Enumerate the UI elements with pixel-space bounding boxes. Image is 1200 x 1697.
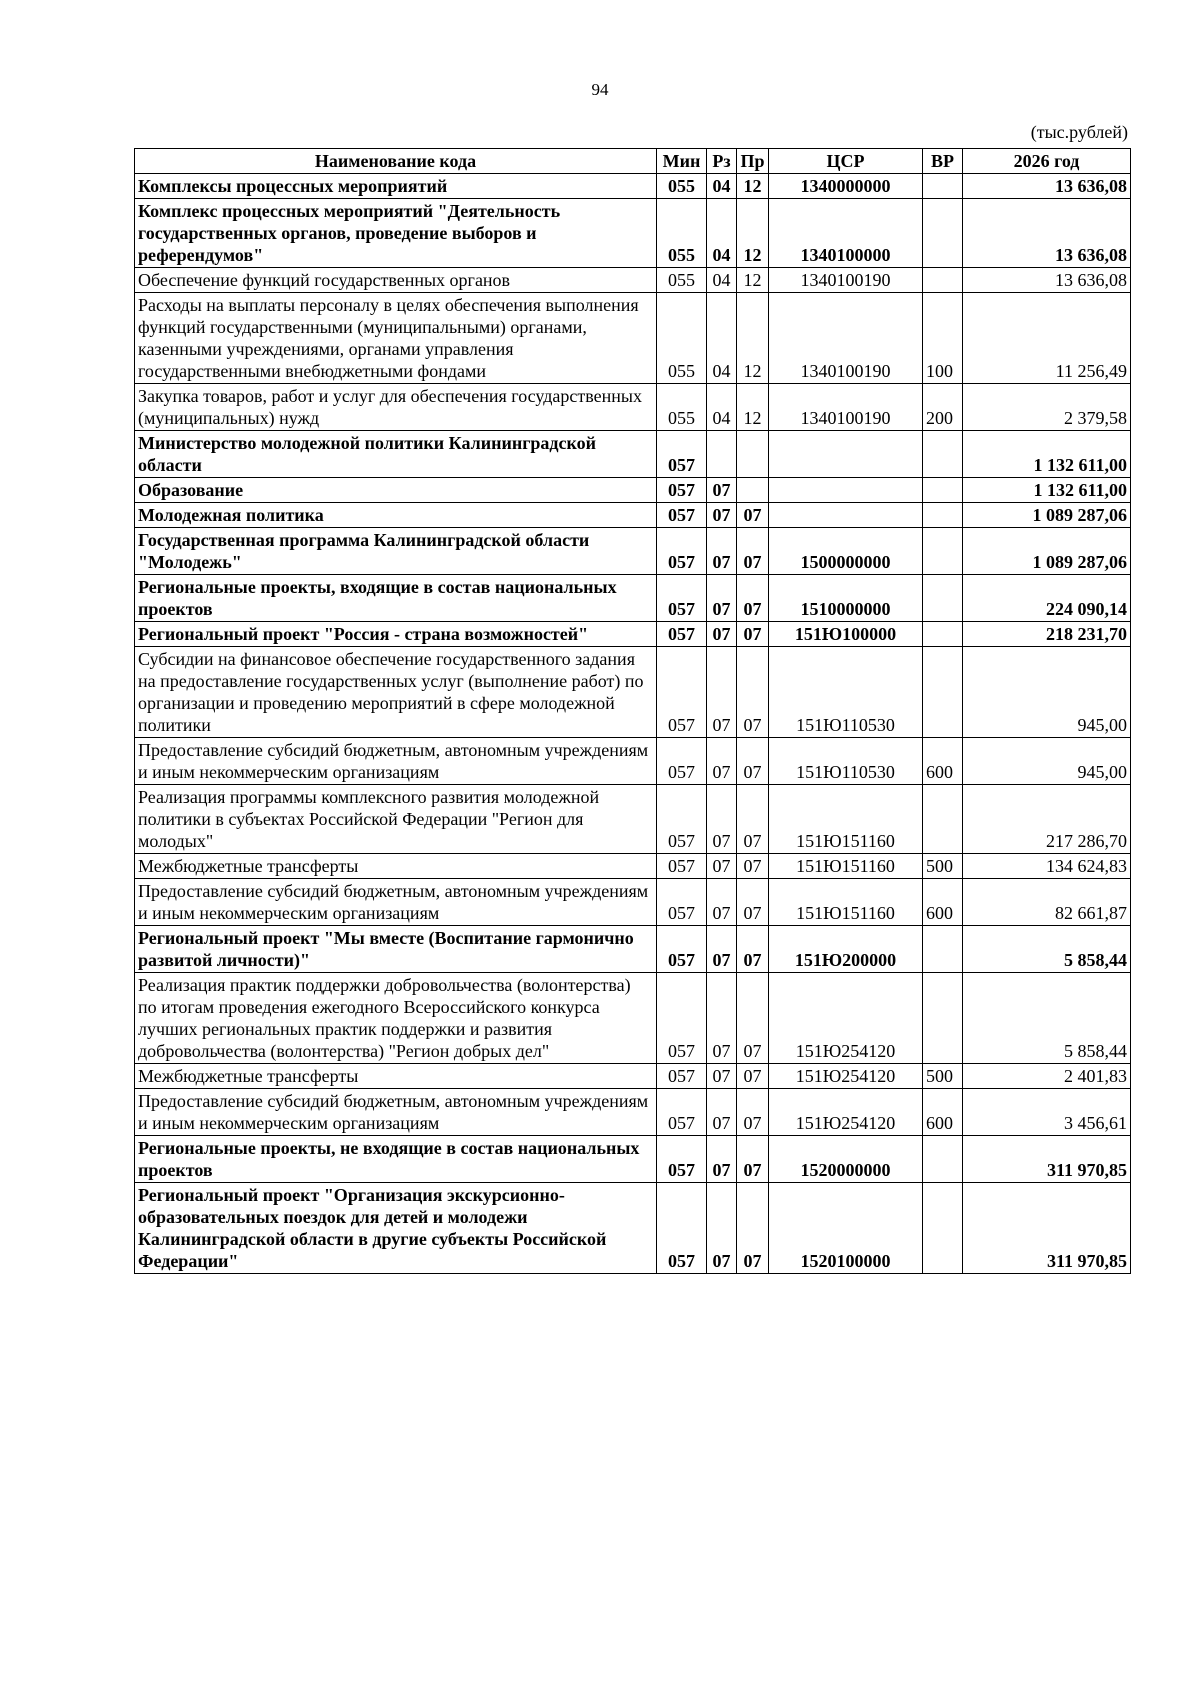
cell-name: Государственная программа Калининградской области "Молодежь" xyxy=(135,528,657,575)
table-row xyxy=(135,647,1131,738)
cell-vr xyxy=(923,973,963,1064)
cell-min: 057 xyxy=(657,431,707,478)
cell-vr: 500 xyxy=(923,1064,963,1089)
cell-name: Закупка товаров, работ и услуг для обеспечения государственных (муниципальных) нужд xyxy=(135,384,657,431)
table-row xyxy=(135,622,1131,647)
cell-vr xyxy=(923,647,963,738)
cell-pr: 07 xyxy=(737,647,769,738)
cell-rz: 07 xyxy=(707,647,737,738)
cell-rz: 07 xyxy=(707,1064,737,1089)
cell-rz: 07 xyxy=(707,1183,737,1274)
cell-csr xyxy=(769,503,923,528)
cell-vr xyxy=(923,478,963,503)
cell-amount: 3 456,61 xyxy=(963,1089,1131,1136)
cell-name: Комплексы процессных мероприятий xyxy=(135,174,657,199)
cell-min: 057 xyxy=(657,854,707,879)
cell-vr: 100 xyxy=(923,293,963,384)
cell-vr: 600 xyxy=(923,1089,963,1136)
cell-min: 057 xyxy=(657,738,707,785)
cell-name: Обеспечение функций государственных органов xyxy=(135,268,657,293)
table-row xyxy=(135,926,1131,973)
header-pr: Пр xyxy=(737,149,769,174)
cell-vr xyxy=(923,174,963,199)
cell-rz: 07 xyxy=(707,1136,737,1183)
cell-name: Реализация программы комплексного развития молодежной политики в субъектах Российской Федерации "Регион для молодых" xyxy=(135,785,657,854)
cell-vr xyxy=(923,575,963,622)
cell-name: Образование xyxy=(135,478,657,503)
cell-rz: 07 xyxy=(707,973,737,1064)
table-header-row xyxy=(135,149,1131,174)
cell-pr: 07 xyxy=(737,503,769,528)
cell-vr xyxy=(923,926,963,973)
cell-csr: 1520000000 xyxy=(769,1136,923,1183)
cell-amount: 1 132 611,00 xyxy=(963,478,1131,503)
cell-min: 057 xyxy=(657,1136,707,1183)
cell-csr: 151Ю151160 xyxy=(769,785,923,854)
cell-name: Региональные проекты, входящие в состав национальных проектов xyxy=(135,575,657,622)
cell-rz: 07 xyxy=(707,528,737,575)
cell-pr: 07 xyxy=(737,1089,769,1136)
cell-amount: 5 858,44 xyxy=(963,973,1131,1064)
cell-rz: 04 xyxy=(707,199,737,268)
cell-vr xyxy=(923,503,963,528)
cell-pr: 12 xyxy=(737,268,769,293)
cell-rz: 04 xyxy=(707,174,737,199)
cell-rz: 07 xyxy=(707,622,737,647)
cell-vr: 500 xyxy=(923,854,963,879)
cell-amount: 82 661,87 xyxy=(963,879,1131,926)
cell-amount: 224 090,14 xyxy=(963,575,1131,622)
cell-min: 057 xyxy=(657,879,707,926)
cell-csr: 151Ю151160 xyxy=(769,879,923,926)
table-row xyxy=(135,575,1131,622)
table-row xyxy=(135,174,1131,199)
cell-amount: 13 636,08 xyxy=(963,174,1131,199)
cell-amount: 13 636,08 xyxy=(963,199,1131,268)
cell-csr: 151Ю254120 xyxy=(769,973,923,1064)
cell-amount: 217 286,70 xyxy=(963,785,1131,854)
header-csr: ЦСР xyxy=(769,149,923,174)
cell-name: Межбюджетные трансферты xyxy=(135,854,657,879)
cell-min: 057 xyxy=(657,622,707,647)
units-label: (тыс.рублей) xyxy=(1030,122,1128,142)
table-row xyxy=(135,384,1131,431)
cell-rz: 04 xyxy=(707,384,737,431)
cell-pr: 07 xyxy=(737,1183,769,1274)
cell-min: 057 xyxy=(657,926,707,973)
cell-rz: 07 xyxy=(707,879,737,926)
cell-amount: 1 089 287,06 xyxy=(963,503,1131,528)
cell-pr: 07 xyxy=(737,854,769,879)
cell-min: 057 xyxy=(657,575,707,622)
table-row xyxy=(135,879,1131,926)
cell-min: 055 xyxy=(657,174,707,199)
header-year: 2026 год xyxy=(963,149,1131,174)
cell-pr: 07 xyxy=(737,785,769,854)
header-rz: Рз xyxy=(707,149,737,174)
table-row xyxy=(135,1089,1131,1136)
cell-min: 057 xyxy=(657,973,707,1064)
table-row xyxy=(135,268,1131,293)
cell-amount: 945,00 xyxy=(963,647,1131,738)
cell-csr: 151Ю110530 xyxy=(769,738,923,785)
cell-amount: 134 624,83 xyxy=(963,854,1131,879)
cell-pr: 07 xyxy=(737,528,769,575)
cell-csr: 151Ю254120 xyxy=(769,1089,923,1136)
cell-amount: 945,00 xyxy=(963,738,1131,785)
cell-csr: 151Ю110530 xyxy=(769,647,923,738)
cell-name: Региональные проекты, не входящие в состав национальных проектов xyxy=(135,1136,657,1183)
cell-rz: 07 xyxy=(707,854,737,879)
cell-vr xyxy=(923,199,963,268)
cell-min: 057 xyxy=(657,528,707,575)
cell-rz: 07 xyxy=(707,785,737,854)
cell-vr xyxy=(923,785,963,854)
cell-rz: 07 xyxy=(707,738,737,785)
cell-rz: 07 xyxy=(707,575,737,622)
cell-min: 055 xyxy=(657,199,707,268)
cell-pr: 12 xyxy=(737,174,769,199)
cell-vr xyxy=(923,622,963,647)
table-row xyxy=(135,854,1131,879)
cell-amount: 2 401,83 xyxy=(963,1064,1131,1089)
cell-amount: 13 636,08 xyxy=(963,268,1131,293)
cell-pr: 07 xyxy=(737,926,769,973)
cell-vr: 200 xyxy=(923,384,963,431)
cell-csr: 1340100190 xyxy=(769,268,923,293)
cell-rz: 07 xyxy=(707,503,737,528)
cell-pr xyxy=(737,431,769,478)
table-row xyxy=(135,973,1131,1064)
cell-name: Расходы на выплаты персоналу в целях обеспечения выполнения функций государственными (муниципальными) органами, казенными учреждениями, органами управления государственными внебюджетными фондами xyxy=(135,293,657,384)
cell-name: Субсидии на финансовое обеспечение государственного задания на предоставление государственных услуг (выполнение работ) по организации и проведению мероприятий в сфере молодежной политики xyxy=(135,647,657,738)
cell-amount: 1 089 287,06 xyxy=(963,528,1131,575)
cell-vr xyxy=(923,431,963,478)
cell-vr: 600 xyxy=(923,879,963,926)
cell-name: Министерство молодежной политики Калининградской области xyxy=(135,431,657,478)
cell-amount: 218 231,70 xyxy=(963,622,1131,647)
cell-csr: 1520100000 xyxy=(769,1183,923,1274)
cell-name: Региональный проект "Мы вместе (Воспитание гармонично развитой личности)" xyxy=(135,926,657,973)
cell-min: 057 xyxy=(657,1183,707,1274)
table-row xyxy=(135,293,1131,384)
cell-csr xyxy=(769,478,923,503)
cell-vr: 600 xyxy=(923,738,963,785)
page-number: 94 xyxy=(591,80,609,99)
cell-amount: 311 970,85 xyxy=(963,1183,1131,1274)
cell-pr: 07 xyxy=(737,1064,769,1089)
cell-pr: 12 xyxy=(737,199,769,268)
table-row xyxy=(135,478,1131,503)
cell-amount: 311 970,85 xyxy=(963,1136,1131,1183)
cell-name: Реализация практик поддержки добровольчества (волонтерства) по итогам проведения ежегодного Всероссийского конкурса лучших региональных практик поддержки и развития добровольчества (волонтерства) "Регион добрых дел" xyxy=(135,973,657,1064)
cell-csr: 1340100190 xyxy=(769,293,923,384)
cell-name: Межбюджетные трансферты xyxy=(135,1064,657,1089)
cell-amount: 11 256,49 xyxy=(963,293,1131,384)
cell-csr: 1500000000 xyxy=(769,528,923,575)
cell-min: 057 xyxy=(657,785,707,854)
cell-rz: 04 xyxy=(707,293,737,384)
table-body xyxy=(135,174,1131,1274)
cell-name: Молодежная политика xyxy=(135,503,657,528)
cell-csr: 151Ю151160 xyxy=(769,854,923,879)
cell-vr xyxy=(923,1136,963,1183)
cell-csr: 1340100190 xyxy=(769,384,923,431)
cell-vr xyxy=(923,1183,963,1274)
cell-amount: 1 132 611,00 xyxy=(963,431,1131,478)
cell-csr: 151Ю100000 xyxy=(769,622,923,647)
table-row xyxy=(135,1064,1131,1089)
table-row xyxy=(135,431,1131,478)
header-name: Наименование кода xyxy=(135,149,657,174)
table-row xyxy=(135,785,1131,854)
cell-csr: 1340000000 xyxy=(769,174,923,199)
cell-pr: 07 xyxy=(737,575,769,622)
cell-pr: 07 xyxy=(737,879,769,926)
cell-pr: 07 xyxy=(737,622,769,647)
table-row xyxy=(135,503,1131,528)
cell-rz xyxy=(707,431,737,478)
cell-csr: 1340100000 xyxy=(769,199,923,268)
cell-vr xyxy=(923,528,963,575)
table-row xyxy=(135,1183,1131,1274)
cell-name: Комплекс процессных мероприятий "Деятельность государственных органов, проведение выборов и референдумов" xyxy=(135,199,657,268)
cell-name: Предоставление субсидий бюджетным, автономным учреждениям и иным некоммерческим организациям xyxy=(135,1089,657,1136)
table-row xyxy=(135,199,1131,268)
table-row xyxy=(135,1136,1131,1183)
cell-min: 055 xyxy=(657,384,707,431)
cell-pr: 12 xyxy=(737,293,769,384)
header-vr: ВР xyxy=(923,149,963,174)
cell-name: Региональный проект "Организация экскурсионно-образовательных поездок для детей и молодежи Калининградской области в другие субъекты Российской Федерации" xyxy=(135,1183,657,1274)
cell-pr: 07 xyxy=(737,973,769,1064)
cell-min: 055 xyxy=(657,268,707,293)
cell-csr: 1510000000 xyxy=(769,575,923,622)
cell-pr: 07 xyxy=(737,738,769,785)
cell-rz: 07 xyxy=(707,478,737,503)
cell-rz: 07 xyxy=(707,926,737,973)
cell-min: 055 xyxy=(657,293,707,384)
cell-name: Предоставление субсидий бюджетным, автономным учреждениям и иным некоммерческим организациям xyxy=(135,738,657,785)
cell-rz: 07 xyxy=(707,1089,737,1136)
budget-table xyxy=(134,148,1131,1274)
cell-amount: 5 858,44 xyxy=(963,926,1131,973)
cell-name: Региональный проект "Россия - страна возможностей" xyxy=(135,622,657,647)
cell-amount: 2 379,58 xyxy=(963,384,1131,431)
cell-pr: 12 xyxy=(737,384,769,431)
cell-rz: 04 xyxy=(707,268,737,293)
header-min: Мин xyxy=(657,149,707,174)
cell-min: 057 xyxy=(657,503,707,528)
cell-vr xyxy=(923,268,963,293)
cell-min: 057 xyxy=(657,647,707,738)
cell-name: Предоставление субсидий бюджетным, автономным учреждениям и иным некоммерческим организациям xyxy=(135,879,657,926)
cell-min: 057 xyxy=(657,1064,707,1089)
cell-pr xyxy=(737,478,769,503)
table-row xyxy=(135,738,1131,785)
cell-pr: 07 xyxy=(737,1136,769,1183)
cell-min: 057 xyxy=(657,478,707,503)
cell-csr xyxy=(769,431,923,478)
cell-min: 057 xyxy=(657,1089,707,1136)
cell-csr: 151Ю254120 xyxy=(769,1064,923,1089)
table-row xyxy=(135,528,1131,575)
cell-csr: 151Ю200000 xyxy=(769,926,923,973)
